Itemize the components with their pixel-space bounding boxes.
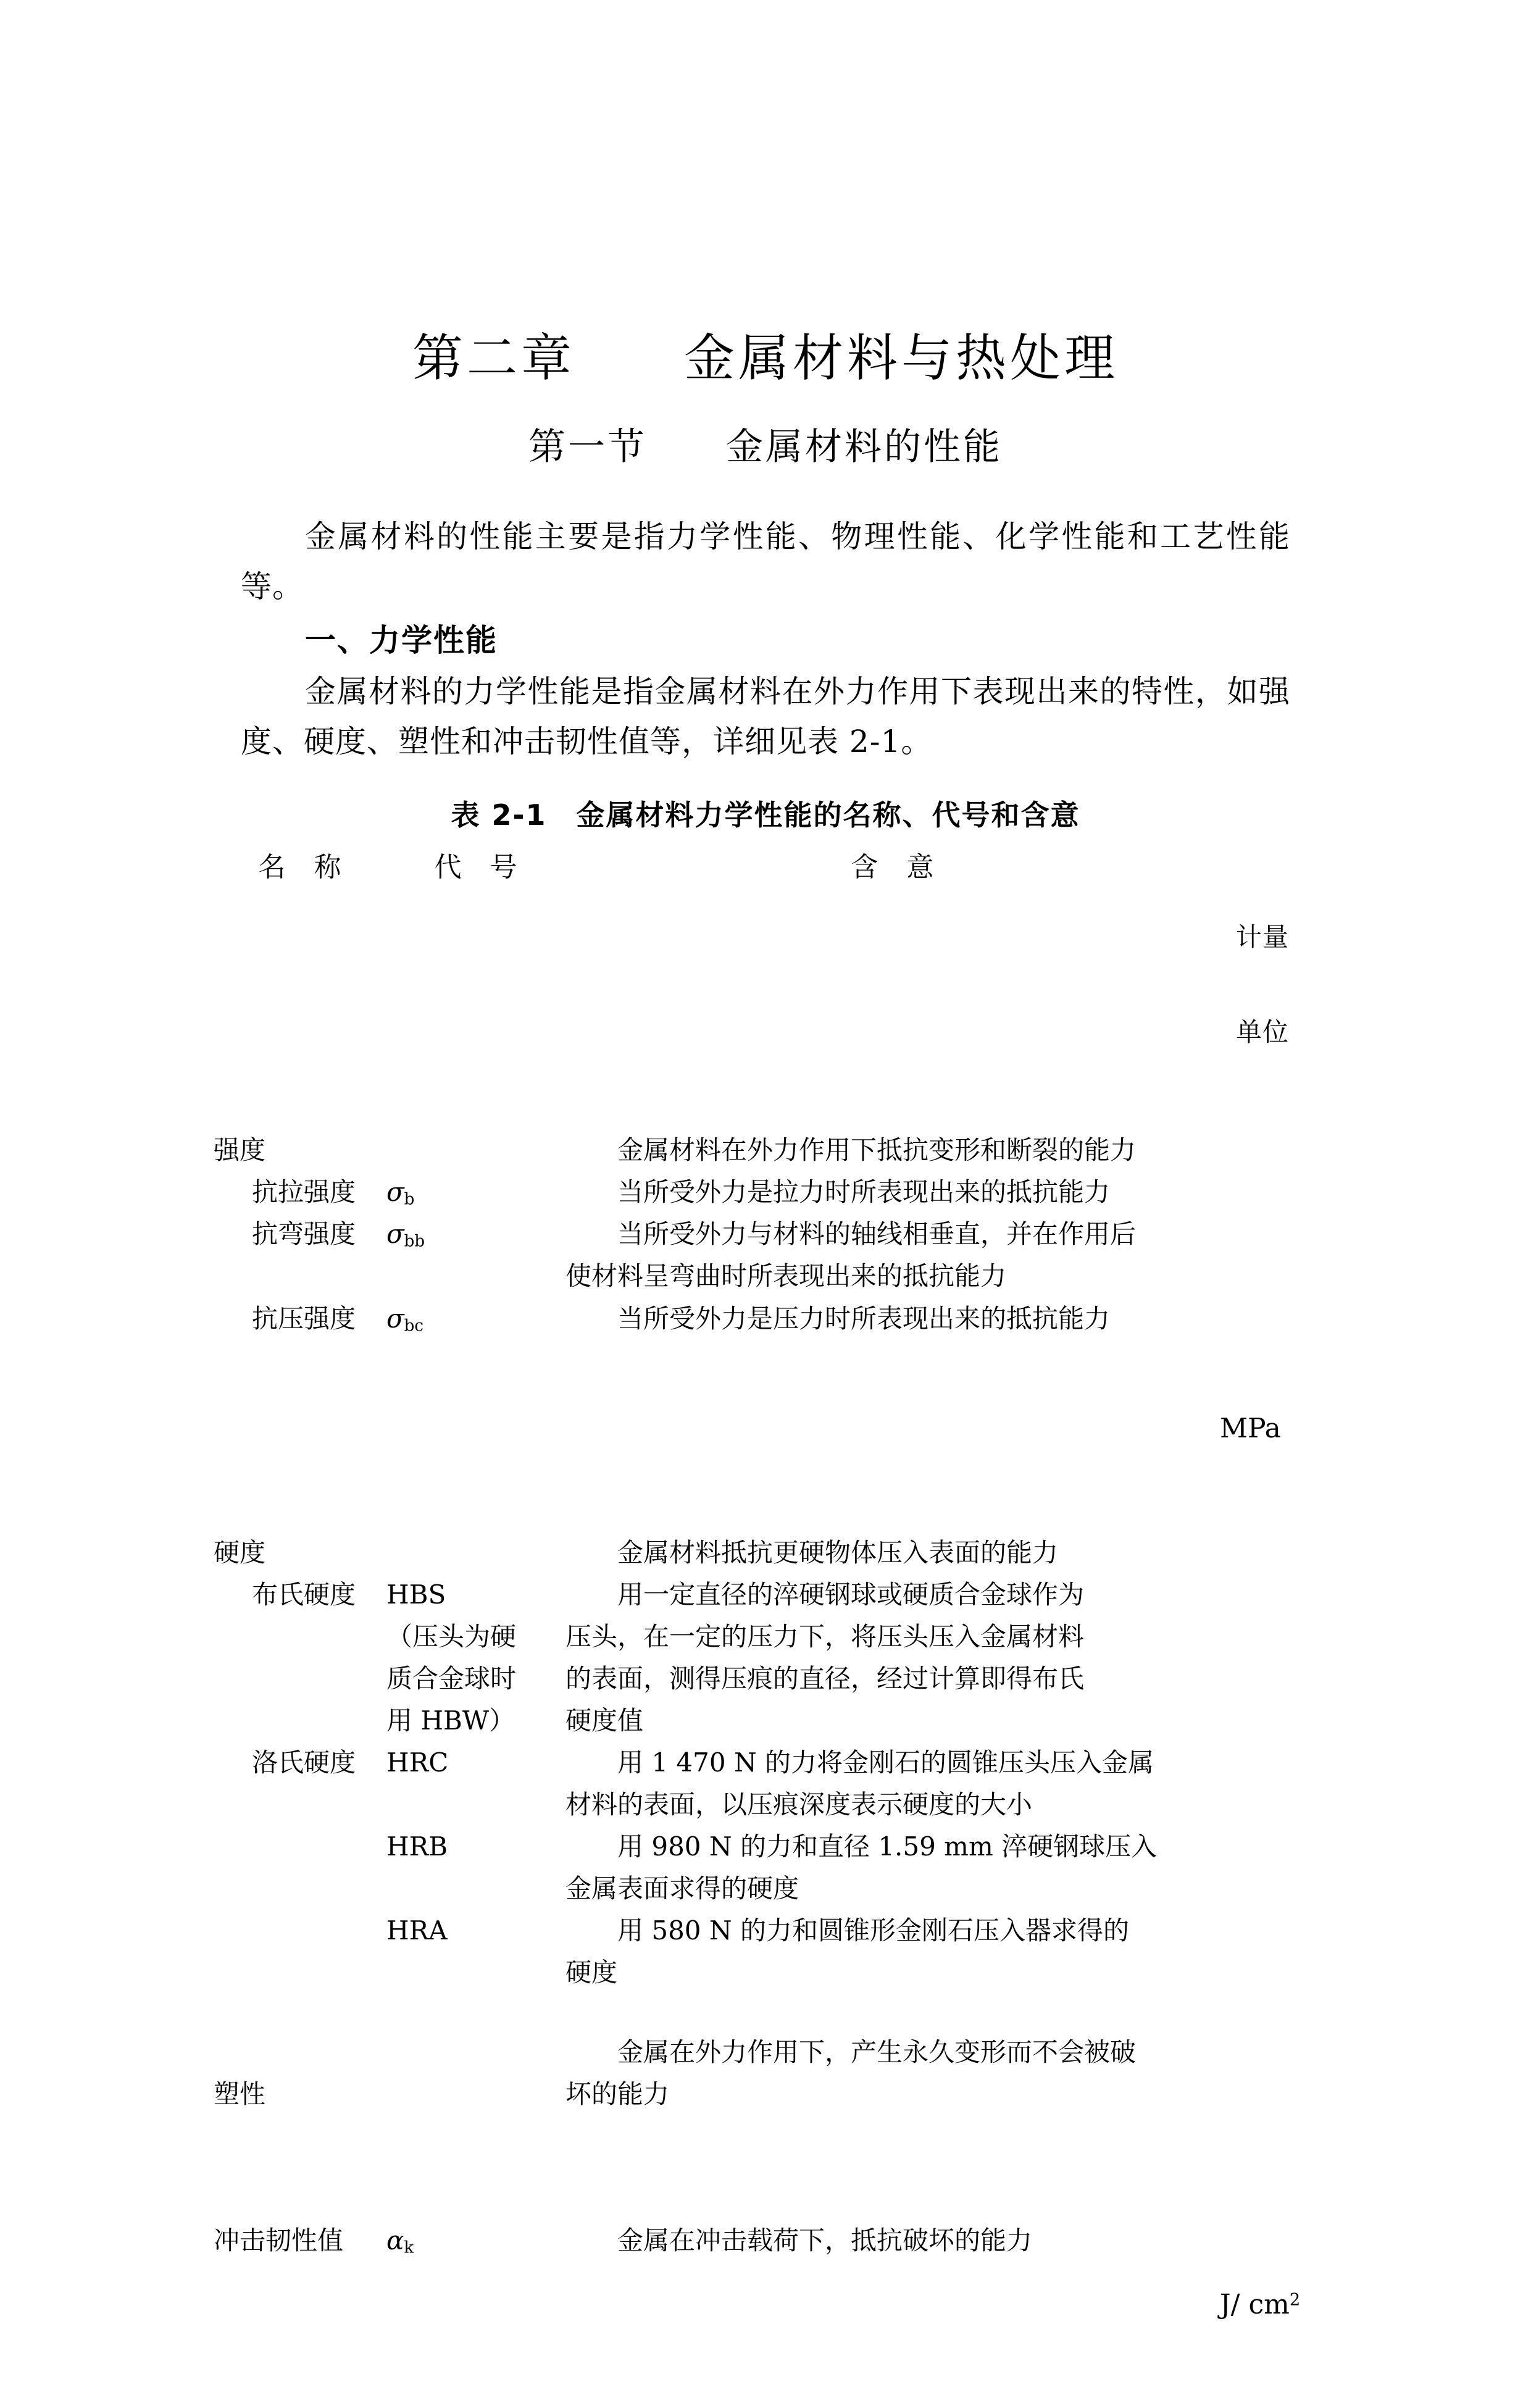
meaning-hrc-2: 材料的表面，以压痕深度表示硬度的大小 bbox=[565, 1784, 1220, 1826]
row-meaning-strength bbox=[565, 1111, 1220, 1513]
group-label-impact: 冲击韧性值 bbox=[214, 2201, 386, 2280]
meaning-hra-1: 用 580 N 的力和圆锥形金刚石压入器求得的 bbox=[565, 1910, 1220, 1952]
table-row bbox=[214, 1111, 1319, 1513]
meaning-hrb-2: 金属表面求得的硬度 bbox=[565, 1868, 1220, 1910]
row-unit-plasticity bbox=[1220, 2013, 1319, 2201]
meaning-hra-2: 硬度 bbox=[565, 1952, 1220, 2012]
row-name-rockwell: 洛氏硬度 bbox=[214, 1742, 386, 1784]
symbol-hrb: HRB bbox=[386, 1826, 565, 1868]
meaning-hardness: 金属材料抵抗更硬物体压入表面的能力 bbox=[565, 1513, 1220, 1574]
unit-mpa: MPa bbox=[1220, 1407, 1319, 1450]
symbol-hbs-note-2: 质合金球时 bbox=[386, 1658, 565, 1700]
meaning-compressive: 当所受外力是压力时所表现出来的抵抗能力 bbox=[565, 1298, 1220, 1340]
table-row bbox=[214, 2013, 1319, 2201]
page-content bbox=[241, 327, 1290, 2408]
header-cell-name: 名 称 bbox=[214, 845, 386, 1111]
meaning-bending-2: 使材料呈弯曲时所表现出来的抵抗能力 bbox=[565, 1255, 1220, 1297]
meaning-brinell-4: 硬度值 bbox=[565, 1700, 1220, 1742]
symbol-subscript: bc bbox=[404, 1316, 423, 1335]
header-unit-line1: 计量 bbox=[1236, 921, 1319, 953]
row-unit-impact bbox=[1220, 2201, 1319, 2408]
row-name-hardness bbox=[214, 1513, 386, 2012]
row-symbol-plasticity bbox=[386, 2013, 565, 2201]
meaning-impact: 金属在冲击载荷下，抵抗破坏的能力 bbox=[565, 2201, 1220, 2280]
chapter-title: 第二章 金属材料与热处理 bbox=[241, 327, 1290, 391]
symbol-hbs: HBS bbox=[386, 1574, 565, 1616]
meaning-hrc-1: 用 1 470 N 的力将金刚石的圆锥压头压入金属 bbox=[565, 1742, 1220, 1784]
symbol-hbs-note-1: （压头为硬 bbox=[386, 1616, 565, 1658]
row-unit-strength bbox=[1220, 1111, 1319, 1513]
group-label-hardness: 硬度 bbox=[214, 1513, 386, 1574]
row-name-brinell: 布氏硬度 bbox=[214, 1574, 386, 1616]
symbol-subscript: b bbox=[404, 1190, 415, 1209]
meaning-brinell-2: 压头，在一定的压力下，将压头压入金属材料 bbox=[565, 1616, 1220, 1658]
meaning-brinell-1: 用一定直径的淬硬钢球或硬质合金球作为 bbox=[565, 1574, 1220, 1616]
paragraph-intro: 金属材料的性能主要是指力学性能、物理性能、化学性能和工艺性能等。 bbox=[241, 512, 1290, 612]
mechanical-properties-table bbox=[214, 845, 1319, 2408]
meaning-hrb-1: 用 980 N 的力和直径 1.59 mm 淬硬钢球压入 bbox=[565, 1826, 1220, 1868]
group-label-plasticity: 塑性 bbox=[214, 2073, 386, 2115]
table-row bbox=[214, 1513, 1319, 2012]
meaning-strength: 金属材料在外力作用下抵抗变形和断裂的能力 bbox=[565, 1111, 1220, 1171]
symbol-sigma-bc bbox=[386, 1298, 565, 1340]
symbol-base: α bbox=[386, 2225, 404, 2255]
row-symbol-impact bbox=[386, 2201, 565, 2408]
symbol-subscript: k bbox=[404, 2239, 414, 2257]
row-name-bending: 抗弯强度 bbox=[214, 1213, 386, 1255]
meaning-plasticity-1: 金属在外力作用下，产生永久变形而不会被破 bbox=[565, 2013, 1220, 2073]
table-header-row bbox=[214, 845, 1319, 1111]
row-symbol-hardness bbox=[386, 1513, 565, 2012]
symbol-base: σ bbox=[386, 1177, 404, 1207]
paragraph-mechanical: 金属材料的力学性能是指金属材料在外力作用下表现出来的特性，如强度、硬度、塑性和冲击韧性值等，详细见表 2-1。 bbox=[241, 667, 1290, 767]
row-symbol-strength bbox=[386, 1111, 565, 1513]
symbol-sigma-bb bbox=[386, 1213, 565, 1255]
unit-joule-per-cm2 bbox=[1220, 2264, 1319, 2345]
row-name-strength bbox=[214, 1111, 386, 1513]
subheading-mechanical-properties: 一、力学性能 bbox=[241, 616, 1290, 666]
row-name-compressive: 抗压强度 bbox=[214, 1298, 386, 1340]
symbol-base: σ bbox=[386, 1303, 404, 1334]
meaning-tensile: 当所受外力是拉力时所表现出来的抵抗能力 bbox=[565, 1171, 1220, 1213]
header-unit-line2: 单位 bbox=[1236, 1016, 1319, 1048]
row-name-plasticity bbox=[214, 2013, 386, 2201]
row-meaning-hardness bbox=[565, 1513, 1220, 2012]
row-meaning-impact bbox=[565, 2201, 1220, 2408]
unit-hardness bbox=[1220, 1576, 1319, 1639]
header-cell-unit bbox=[1220, 845, 1319, 1111]
table-caption: 表 2-1 金属材料力学性能的名称、代号和含意 bbox=[241, 793, 1290, 834]
meaning-plasticity-2: 坏的能力 bbox=[565, 2073, 1220, 2134]
table-row bbox=[214, 2201, 1319, 2408]
symbol-hbs-note-3: 用 HBW） bbox=[386, 1700, 565, 1742]
unit-base: J/ cm bbox=[1220, 2289, 1290, 2320]
symbol-hrc: HRC bbox=[386, 1742, 565, 1784]
group-label-strength: 强度 bbox=[214, 1111, 386, 1171]
meaning-bending-1: 当所受外力与材料的轴线相垂直，并在作用后 bbox=[565, 1213, 1220, 1255]
unit-exponent: 2 bbox=[1290, 2290, 1300, 2309]
symbol-sigma-b bbox=[386, 1171, 565, 1213]
section-title: 第一节 金属材料的性能 bbox=[241, 423, 1290, 471]
symbol-subscript: bb bbox=[404, 1232, 425, 1251]
symbol-alpha-k bbox=[386, 2201, 565, 2280]
row-name-tensile: 抗拉强度 bbox=[214, 1171, 386, 1213]
symbol-hra: HRA bbox=[386, 1910, 565, 1952]
row-meaning-plasticity bbox=[565, 2013, 1220, 2201]
row-name-impact bbox=[214, 2201, 386, 2408]
row-unit-hardness bbox=[1220, 1513, 1319, 2012]
header-cell-symbol: 代 号 bbox=[386, 845, 565, 1111]
symbol-base: σ bbox=[386, 1219, 404, 1249]
meaning-brinell-3: 的表面，测得压痕的直径，经过计算即得布氏 bbox=[565, 1658, 1220, 1700]
header-cell-meaning: 含 意 bbox=[565, 845, 1220, 1111]
